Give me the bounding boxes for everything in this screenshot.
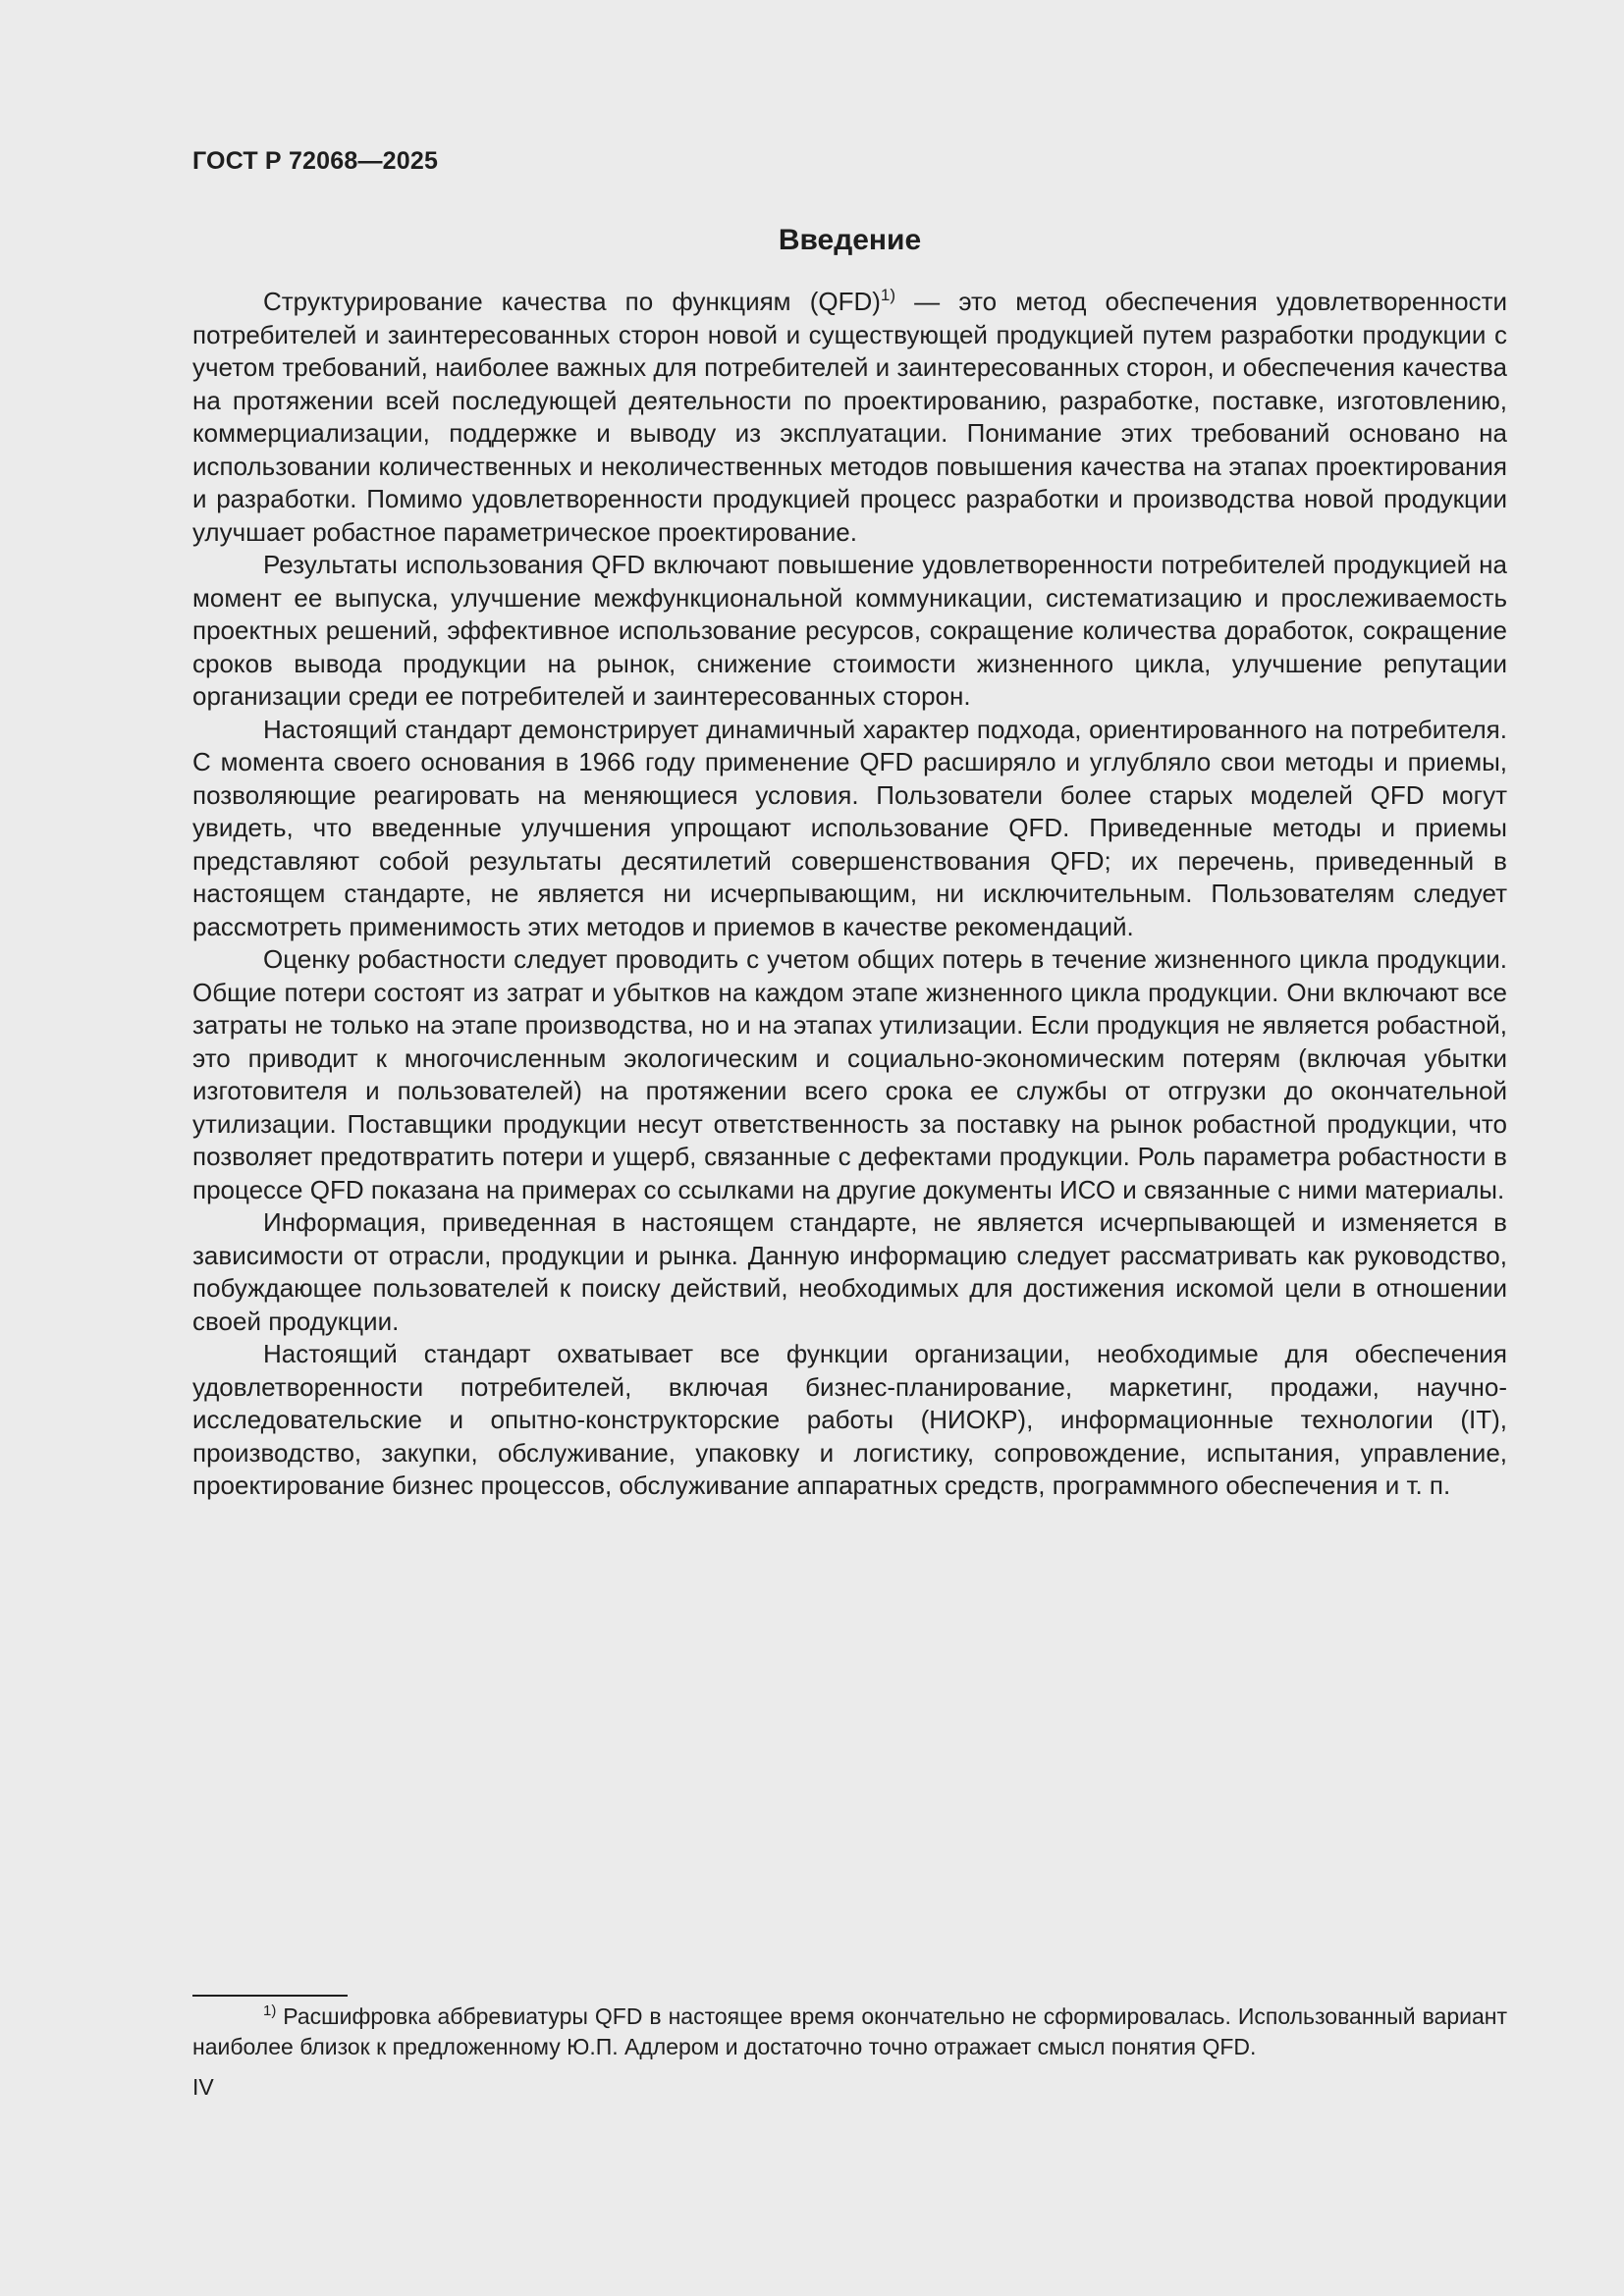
footnote-reference[interactable]: 1) [880,286,896,304]
footnote-separator [192,1995,348,1997]
paragraph-3: Настоящий стандарт демонстрирует динамичный характер подхода, ориентированного на потребителя. С момента своего основания в 1966 году применение QFD расширяло и углубляло свои методы и приемы, позволяющие реагировать на меняющиеся условия. Пользователи более старых моделей QFD могут увидеть, что введенные улучшения упрощают использование QFD. Приведенные методы и приемы представляют собой результаты десятилетий совершенствования QFD; их перечень, приведенный в настоящем стандарте, не является ни исчерпывающим, ни исключительным. Пользователям следует рассмотреть применимость этих методов и приемов в качестве рекомендаций. [192,714,1507,941]
paragraph-1 [192,286,1507,549]
page-number: IV [192,2074,214,2100]
footnote [192,2002,1507,2062]
paragraph-5: Информация, приведенная в настоящем стандарте, не является исчерпывающей и изменяется в зависимости от отрасли, продукции и рынка. Данную информацию следует рассматривать как руководство, побуждающее пользователей к поиску действий, необходимых для достижения искомой цели в отношении своей продукции. [192,1207,1507,1336]
footnote-text: Расшифровка аббревиатуры QFD в настоящее время окончательно не сформировалась. Использованный вариант наиболее близок к предложенному Ю.П. Адлером и достаточно точно отражает смысл понятия QFD. [192,2003,1507,2059]
paragraph-4: Оценку робастности следует проводить с учетом общих потерь в течение жизненного цикла продукции. Общие потери состоят из затрат и убытков на каждом этапе жизненного цикла продукции. Они включают все затраты не только на этапе производства, но и на этапах утилизации. Если продукция не является робастной, это приводит к многочисленным экологическим и социально-экономическим потерям (включая убытки изготовителя и пользователей) на протяжении всего срока ее службы от отгрузки до окончательной утилизации. Поставщики продукции несут ответственность за поставку на рынок робастной продукции, что позволяет предотвратить потери и ущерб, связанные с дефектами продукции. Роль параметра робастности в процессе QFD показана на примерах со ссылками на другие документы ИСО и связанные с ними материалы. [192,944,1507,1204]
section-title: Введение [778,224,922,256]
paragraph-2: Результаты использования QFD включают повышение удовлетворенности потребителей продукцией на момент ее выпуска, улучшение межфункциональной коммуникации, систематизацию и прослеживаемость проектных решений, эффективное использование ресурсов, сокращение количества доработок, сокращение сроков вывода продукции на рынок, снижение стоимости жизненного цикла, улучшение репутации организации среди ее потребителей и заинтересованных сторон. [192,550,1507,711]
paragraph-1-rest: — это метод обеспечения удовлетворенности потребителей и заинтересованных сторон новой и существующей продукцией путем разработки продукции с учетом требований, наиболее важных для потребителей и заинтересованных сторон, и обеспечения качества на протяжении всей последующей деятельности по проектированию, разработке, поставке, изготовлению, коммерциализации, поддержке и выводу из эксплуатации. Понимание этих требований основано на использовании количественных и неколичественных методов повышения качества на этапах проектирования и разработки. Помимо удовлетворенности продукцией процесс разработки и производства новой продукции улучшает робастное параметрическое проектирование. [192,287,1507,547]
paragraph-6: Настоящий стандарт охватывает все функции организации, необходимые для обеспечения удовлетворенности потребителей, включая бизнес-планирование, маркетинг, продажи, научно-исследовательские и опытно-конструкторские работы (НИОКР), информационные технологии (IT), производство, закупки, обслуживание, упаковку и логистику, сопровождение, испытания, управление, проектирование бизнес процессов, обслуживание аппаратных средств, программного обеспечения и т. п. [192,1339,1507,1500]
standard-designation: ГОСТ Р 72068—2025 [192,147,439,175]
paragraph-1-start: Структурирование качества по функциям (QFD) [263,287,881,316]
footnote-marker: 1) [263,2002,277,2019]
body-text [192,286,1507,1503]
